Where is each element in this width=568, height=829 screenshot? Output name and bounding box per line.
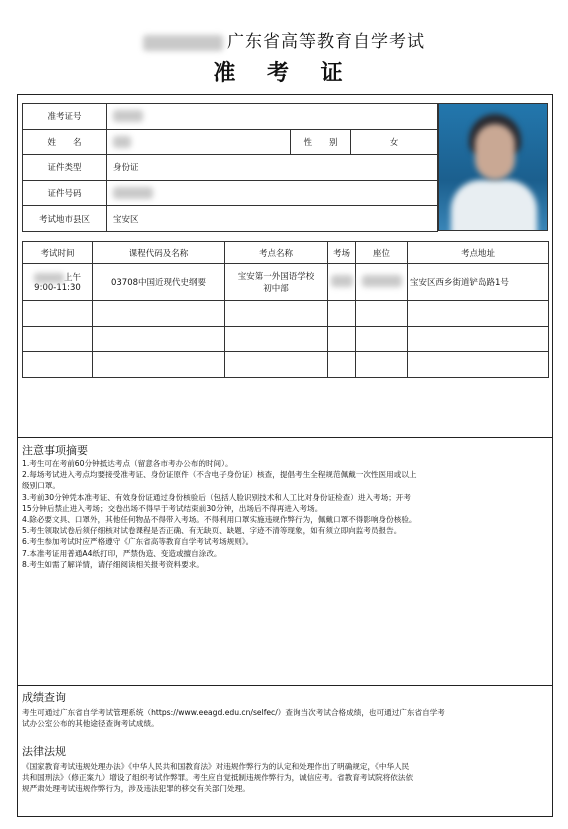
notes-title: 注意事项摘要 — [22, 444, 88, 457]
redacted-region — [113, 136, 131, 148]
table-row — [23, 352, 549, 378]
table-row — [23, 326, 549, 352]
redacted-region — [362, 275, 402, 287]
redacted-region — [34, 273, 64, 283]
name-value — [107, 129, 291, 155]
venue-cell — [225, 264, 328, 301]
note-line: 6.考生参加考试时应严格遵守《广东省高等教育自学考试考场规则》。 — [22, 537, 254, 547]
law-line: 《国家教育考试违规处理办法》《中华人民共和国教育法》对违规作弊行为的认定和处理作出了明确规定，《中华人民 — [22, 762, 410, 771]
divider — [17, 437, 553, 438]
note-line: 级别口罩。 — [22, 481, 60, 491]
law-title: 法律法规 — [22, 745, 66, 758]
note-line: 1.考生可在考前60分钟抵达考点（留意各市考办公布的时间）。 — [22, 459, 233, 468]
note-line: 5.考生领取试卷后须仔细核对试卷课程是否正确、有无缺页、缺题、字迹不清等现象，如有须立即向监考员报告。 — [22, 526, 402, 536]
gender-label: 性 别 — [291, 129, 351, 155]
exam-time-cell — [23, 264, 93, 301]
scores-text — [22, 707, 550, 729]
venue-line2: 初中部 — [263, 284, 289, 294]
exam-time-suffix: 上午 — [63, 273, 81, 283]
note-line: 4.除必要文具、口罩外，其他任何物品不得带入考场。不得利用口罩实施违规作弊行为，佩戴口罩不得影响身份核验。 — [22, 515, 417, 525]
id-type-value: 身份证 — [107, 155, 438, 181]
law-text — [22, 761, 550, 795]
note-line: 15分钟后禁止进入考场；交卷出场不得早于考试结束前30分钟，出场后不得再进入考场。 — [22, 503, 323, 513]
scores-line: 试办公室公布的其他途径查询考试成绩。 — [22, 719, 159, 729]
scores-line: 考生可通过广东省自学考试管理系统（https://www.eeagd.edu.cn/selfec/）查询当次考试合格成绩，也可通过广东省自学考 — [22, 708, 445, 717]
note-line: 3.考前30分钟凭本准考证、有效身份证通过身份核验后（包括人脸识别技术和人工比对身份证检查）进入考场；开考 — [22, 492, 411, 502]
venue-line1: 宝安第一外国语学校 — [237, 272, 315, 282]
district-value: 宝安区 — [107, 206, 438, 232]
candidate-info-table — [22, 103, 438, 232]
ticket-no-label: 准考证号 — [23, 104, 107, 130]
district-label: 考试地市县区 — [23, 206, 107, 232]
divider — [17, 685, 553, 686]
exam-time-range: 9:00-11:30 — [34, 283, 81, 293]
col-course-header: 课程代码及名称 — [93, 242, 225, 264]
id-type-label: 证件类型 — [23, 155, 107, 181]
name-label: 姓 名 — [23, 129, 107, 155]
redacted-region — [113, 187, 153, 199]
table-row — [23, 264, 549, 301]
issuer-title — [0, 27, 568, 52]
redacted-region — [113, 110, 143, 122]
gender-value: 女 — [351, 129, 438, 155]
address-cell: 宝安区西乡街道铲岛路1号 — [408, 264, 549, 301]
exam-schedule-table — [22, 241, 549, 378]
scores-title: 成绩查询 — [22, 691, 66, 704]
issuer-name: 广东省高等教育自学考试 — [227, 32, 425, 52]
col-room-header: 考场 — [328, 242, 356, 264]
id-no-value — [107, 180, 438, 206]
col-time-header: 考试时间 — [23, 242, 93, 264]
col-address-header: 考点地址 — [408, 242, 549, 264]
law-line: 规严肃处理考试违规作弊行为，涉及违法犯罪的移交有关部门处理。 — [22, 784, 250, 794]
redacted-region — [143, 35, 223, 51]
table-row — [23, 301, 549, 327]
col-venue-header: 考点名称 — [225, 242, 328, 264]
col-seat-header: 座位 — [356, 242, 408, 264]
room-cell — [328, 264, 356, 301]
note-line: 8.考生如需了解详情，请仔细阅读相关报考资料要求。 — [22, 559, 204, 569]
law-line: 共和国刑法》（修正案九）增设了组织考试作弊罪。考生应自觉抵制违规作弊行为，诚信应考。省教育考试院将依法依 — [22, 773, 414, 783]
redacted-region — [331, 275, 353, 287]
notes-list — [22, 458, 550, 570]
candidate-photo — [438, 103, 548, 231]
note-line: 7.本准考证用普通A4纸打印，严禁伪造、变造或擅自涂改。 — [22, 548, 222, 558]
page-title: 准 考 证 — [213, 60, 355, 86]
note-line: 2.每场考试进入考点均要接受准考证、身份证原件（不含电子身份证）核查，提倡考生全程规范佩戴一次性医用或以上 — [22, 470, 417, 480]
course-cell: 03708中国近现代史纲要 — [93, 264, 225, 301]
ticket-no-value — [107, 104, 438, 130]
seat-cell — [356, 264, 408, 301]
id-no-label: 证件号码 — [23, 180, 107, 206]
